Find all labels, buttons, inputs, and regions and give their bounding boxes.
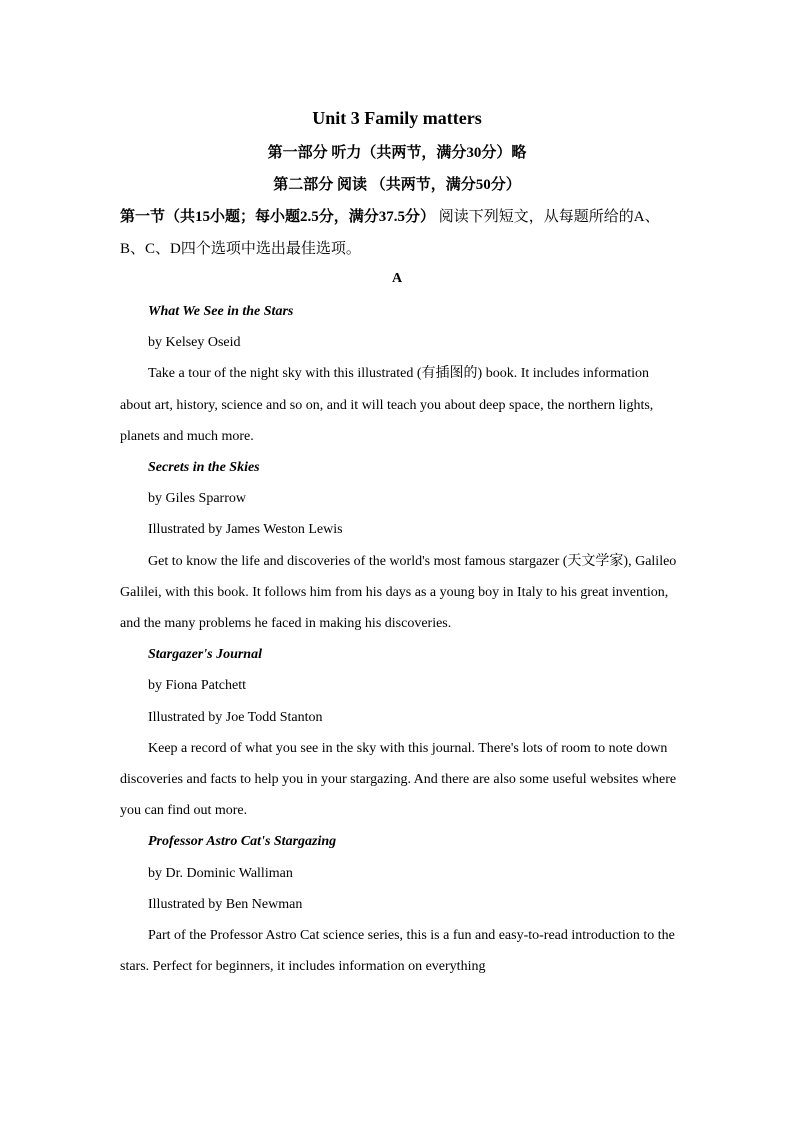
passage-body	[120, 296, 680, 982]
book-illustrator: Illustrated by James Weston Lewis	[148, 522, 343, 538]
book-author: by Kelsey Oseid	[148, 335, 241, 351]
book-author: by Giles Sparrow	[148, 491, 246, 507]
unit-title: Unit 3 Family matters	[312, 108, 482, 128]
book-title: Stargazer's Journal	[148, 647, 262, 663]
book-illustrator: Illustrated by Ben Newman	[148, 896, 303, 912]
book-description: Take a tour of the night sky with this illustrated (有插图的) book. It includes information about art, history, science and so on, and it will teach you about deep space, the northern lights, planets and much more.	[120, 366, 654, 444]
book-title: What We See in the Stars	[148, 304, 294, 319]
section-instructions	[120, 201, 680, 265]
book-title: Professor Astro Cat's Stargazing	[148, 834, 337, 850]
book-illustrator: Illustrated by Joe Todd Stanton	[148, 709, 323, 725]
book-author: by Dr. Dominic Walliman	[148, 865, 293, 881]
book-description: Keep a record of what you see in the sky with this journal. There's lots of room to note down discoveries and facts to help you in your stargazing. And there are also some useful websites where you can find out more.	[120, 740, 677, 819]
instruction-text: 阅读下列短文，从每题所给的A、B、C、D四个选项中选出最佳选项。	[120, 209, 660, 257]
passage-label: A	[391, 271, 403, 286]
book-title: Secrets in the Skies	[148, 460, 260, 476]
section-heading: 第一节（共15小题；每小题2.5分，满分37.5分）	[120, 209, 436, 225]
book-author: by Fiona Patchett	[148, 678, 246, 694]
book-description: Part of the Professor Astro Cat science series, this is a fun and easy-to-read introduction to the stars. Perfect for beginners, it includes information on everything	[120, 928, 675, 975]
part2-heading: 第二部分 阅读 （共两节，满分50分）	[273, 177, 521, 193]
part1-heading: 第一部分 听力（共两节，满分30分）略	[267, 145, 527, 161]
book-description: Get to know the life and discoveries of the world's most famous stargazer (天文学家), Galileo Galilei, with this book. It follows him from his days as a young boy in Italy to his great invention, and the many problems he faced in making his discoveries.	[120, 553, 677, 632]
